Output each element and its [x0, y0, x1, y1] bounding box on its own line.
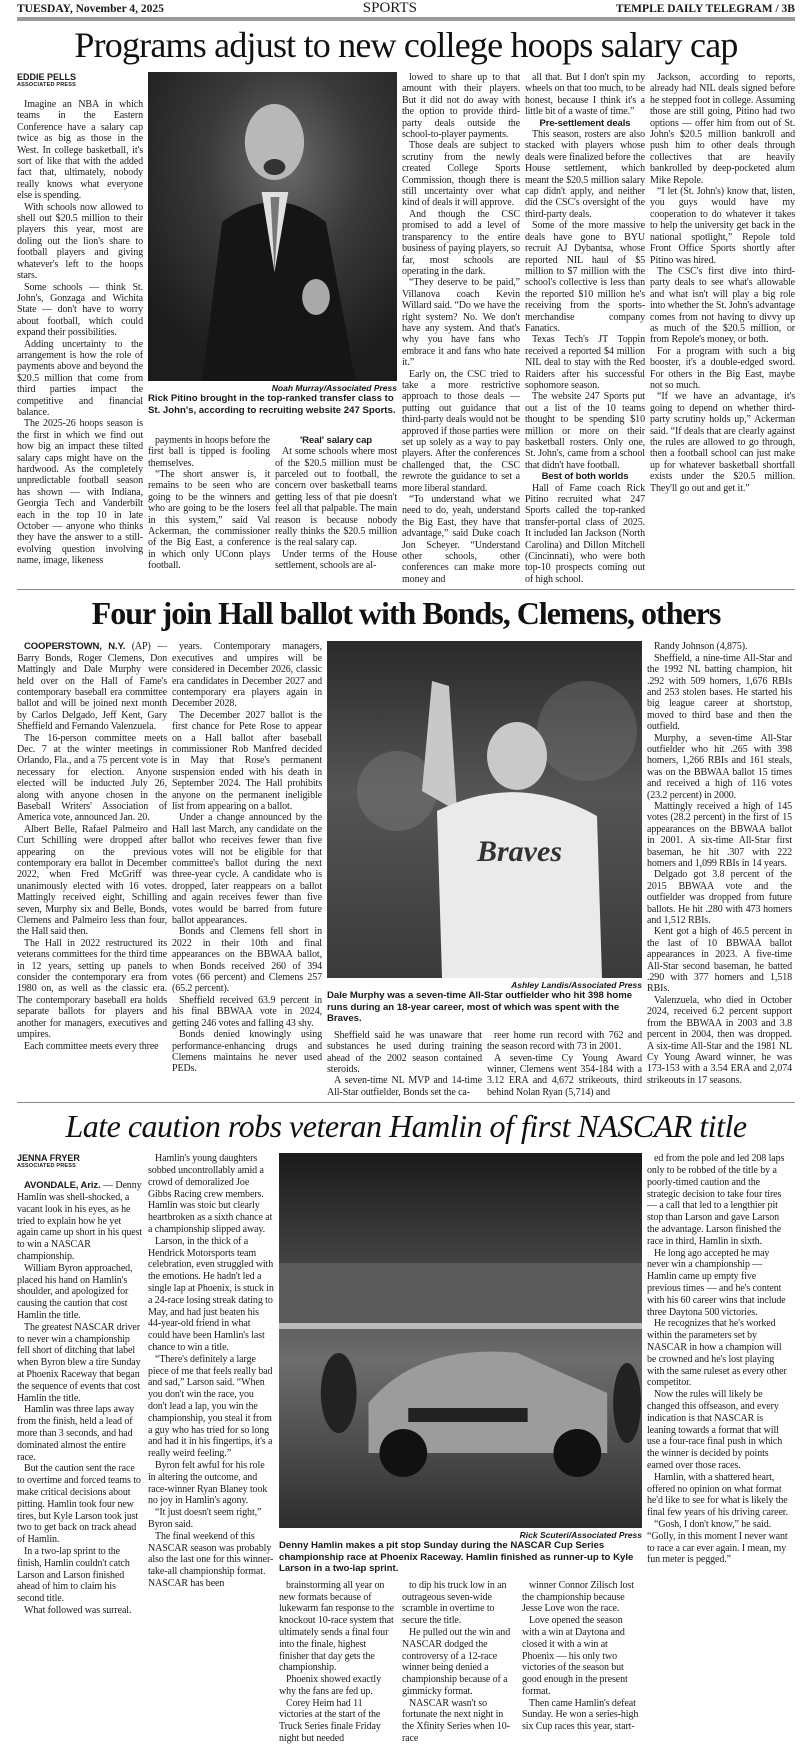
article-column — [17, 1153, 143, 1616]
jersey-text: Braves — [477, 835, 562, 869]
paragraph: ed from the pole and led 208 laps only to be robbed of the title by a poorly-timed caution and the strategic decision to take four tires — a call that led to a lengthier pit stop than Larson and gave Larson the advantage. Larson finished the race in third, Hamlin in sixth. — [647, 1153, 785, 1247]
paragraph: But the caution sent the race to overtime and forced teams to make critical decisions about pitting. Hamlin took four new tires, but Kyle Larson took just two to get back on track ahead of Hamlin. — [17, 1463, 141, 1546]
article-hamlin — [17, 1153, 795, 1745]
article-column — [647, 1153, 792, 1566]
paragraph: Albert Belle, Rafael Palmeiro and Curt Schilling were dropped after appearing on the previous contemporary era ballot in December 2022, when Fred McGriff was unanimously elected with 16 votes. Mattingly received eight, Schilling seven, Murphy six and Belle, Bonds, Clemens and Palmeiro less than four, the Hall said then. — [17, 823, 167, 938]
paragraph: Then came Hamlin's defeat Sunday. He won a series-high six Cup races this year, start- — [522, 1697, 639, 1733]
agency: ASSOCIATED PRESS — [17, 82, 77, 88]
paragraph: Randy Johnson (4,875). — [654, 641, 748, 653]
article-column — [17, 641, 167, 1052]
paragraph: Early on, the CSC tried to take a more restrictive approach to those deals — putting out guidance that third-party deals would not be approved if those parties were set up solely as a way to pay players. After the conferences challenged that, the CSC rewrote the guidance to set a more liberal standard. — [402, 368, 520, 494]
paragraph: The greatest NASCAR driver to never win a championship fell short of ditching that label when Byron blew a tire Sunday at Phoenix Raceway that began the sequence of events that cost Hamlin the title. — [17, 1321, 141, 1404]
dateline: AVONDALE, Ariz. — [24, 1180, 101, 1192]
article-column — [327, 1030, 482, 1098]
article-column — [402, 1580, 517, 1745]
paragraph: This season, rosters are also stacked with players whose deals were finalized before the House settlement, which meant the $20.5 million salary cap didn't apply, and neither did the CSC's oversight of the third-party deals. — [525, 129, 645, 220]
page-header — [17, 0, 795, 16]
paragraph: “They deserve to be paid,” Villanova coach Kevin Willard said. “Do we have the right system? No. We don't have any system. And that's why you have fans who embrace it and fans who hate it.” — [402, 277, 520, 369]
paragraph: Delgado got 3.8 percent of the 2015 BBWAA vote and the outfielder was dropped from future ballots. He hit .280 with 473 homers and 1,512 RBIs. — [647, 869, 792, 927]
paragraph: Jackson, according to reports, already had NIL deals signed before he stepped foot in college. Assuming those are still going, Pitino had two options — offer him from out of St. John's $20.5 million bankroll and push him to other deals through collectives that are heavily bankrolled by deep-pocketed alum Mike Repole. — [650, 72, 795, 186]
photo-hamlin-pit-stop — [279, 1153, 642, 1580]
author: EDDIE PELLS — [17, 72, 77, 82]
photo-rick-pitino — [148, 72, 397, 421]
article-column — [402, 72, 520, 585]
section-name: SPORTS — [362, 0, 417, 16]
headline-hamlin: Late caution robs veteran Hamlin of first NASCAR title — [65, 1108, 747, 1145]
article-column — [148, 1153, 274, 1589]
paragraph: What followed was surreal. — [24, 1604, 132, 1616]
article-salary-cap — [17, 72, 795, 585]
photo-caption: Rick Pitino brought in the top-ranked transfer class to St. John's, according to recruiting website 247 Sports. — [148, 393, 396, 416]
paragraph: Some schools — think St. John's, Gonzaga and Wichita State — don't have to worry about football, which could expand their possibilities. — [17, 281, 143, 339]
paragraph: In a two-lap sprint to the finish, Hamlin couldn't catch Larson and Larson finished ahead of him to claim his second title. — [17, 1545, 130, 1605]
paragraph: to dip his truck low in an outrageous seven-wide scramble in overtime to secure the title. — [402, 1579, 507, 1627]
paragraph: Bonds denied knowingly using performance-enhancing drugs and Clemens maintains he never used PEDs. — [172, 1029, 322, 1075]
paragraph: Some of the more massive deals have gone to BYU recruit AJ Dybantsa, whose reported NIL haul of $5 million to $7 million with the school's collective is less than the reported $10 million he's receiving from the sports-merchandise company Fanatics. — [525, 220, 645, 334]
article-paragraphs — [17, 733, 167, 1052]
paragraph: The website 247 Sports put out a list of the 10 teams thought to be spending $10 million or more on their basketball rosters. Only one, St. John's, came from a school that didn't have football. — [525, 391, 645, 471]
paragraph: NASCAR wasn't so fortunate the next night in the Xfinity Series when 10-race — [402, 1697, 510, 1745]
article-paragraphs — [17, 1263, 143, 1617]
paragraph: Hall of Fame coach Rick Pitino recruited what 247 Sports called the top-ranked transfer-portal class of 2025. It included Ian Jackson (North Carolina) and Dillon Mitchell (Cincinnati), who were both top-10 prospects coming out of high school. — [525, 482, 645, 585]
paragraph: Sheffield, a nine-time All-Star and the 1992 NL batting champion, hit .292 with 509 homers, 1,676 RBIs and 253 stolen bases. He started his big league career at shortstop, moved to third base and then the outfield. — [647, 652, 792, 733]
headline-hall-ballot: Four join Hall ballot with Bonds, Clemens, others — [91, 595, 721, 632]
paper-page: TEMPLE DAILY TELEGRAM / 3B — [615, 3, 795, 15]
paragraph: Under a change announced by the Hall last March, any candidate on the ballot who receives fewer than five votes will not be eligible for that committee's ballot during the next three-year cycle. A candidate who is dropped, later reappears on a ballot and again receives fewer than five votes would be barred from future ballot appearances. — [172, 812, 322, 927]
player-figure — [327, 641, 642, 978]
article-column — [279, 1580, 397, 1745]
paragraph: The 16-person committee meets Dec. 7 at the winter meetings in Orlando, Fla., and a 75 percent vote is necessary for election. Anyone elected will be inducted July 26, along with anyone chosen in the Baseball Writers' Association of America vote, announced Jan. 20. — [17, 732, 167, 824]
paragraph: The CSC's first dive into third-party deals to see what's allowable and what isn't will play a big role into whether the St. John's advantage comes from not having to divvy up as much of the $20.5 million, or from Repole's money, or both. — [650, 265, 795, 346]
photo-credit: Noah Murray/Associated Press — [271, 383, 397, 393]
subheading: 'Real' salary cap — [299, 434, 372, 446]
paragraph: Corey Heim had 11 victories at the start of the Truck Series finale Friday night but needed — [279, 1697, 381, 1745]
paragraph: (AP) — Barry Bonds, Roger Clemens, Don Mattingly and Dale Murphy were held over on the Hall of Fame's contemporary baseball era committee ballot and will be joined next month by Carlos Delgado, Jeff Kent, Gary Sheffield and Fernando Valenzuela. — [17, 641, 168, 733]
author: JENNA FRYER — [17, 1153, 80, 1164]
paragraph: And though the CSC promised to add a level of transparency to the entire business of paying players, so far, most schools are operating in the dark. — [402, 208, 520, 277]
coach-figure — [148, 72, 397, 381]
paragraph: Hamlin, with a shattered heart, offered no opinion on what format he'd like to see for what is likely the final few years of his driving career. — [647, 1471, 788, 1519]
paragraph: “There's definitely a large piece of me that feels really bad and sad,” Larson said. “When you don't win the race, you don't lead a lap, you win the championship, you steal it from a guy who has tried for so long and had it in his fingertips, it's a really weird feeling.” — [148, 1353, 273, 1460]
photo-credit: Ashley Landis/Associated Press — [511, 980, 642, 991]
paragraph: — Denny Hamlin was shell-shocked, a vacant look in his eyes, as he tried to explain how he yet again came up short in his quest to win a NASCAR championship. — [17, 1180, 143, 1262]
paragraph: “It just doesn't seem right,” Byron said. — [148, 1507, 262, 1530]
paragraph: The Hall in 2022 restructured its veterans committees for the third time in 12 years, setting up panels to consider the contemporary era from 1980 on, as well as the classic era. The contemporary baseball era holds separate ballots for players and another for managers, executives and umpires. — [17, 937, 167, 1041]
paragraph: payments in hoops before the first ball is tipped is fooling themselves. — [148, 434, 270, 469]
paragraph: Mattingly received a high of 145 votes (28.2 percent) in the first of 15 appearances on the BBWAA ballot in 2001. A six-time All-Star first baseman, he hit .307 with 222 homers and 1,099 RBIs in 14 years. — [647, 800, 792, 869]
paragraph: years. Contemporary managers, executives and umpires will be considered in December 2026, classic era candidates in December 2027 and contemporary era players again in December 2028. — [172, 641, 322, 710]
paragraph: Hamlin's young daughters sobbed uncontrollably amid a crowd of demoralized Joe Gibbs Racing crew members. Hamlin was stoic but clearly heartbroken as a sixth chance at a championship slipped away. — [148, 1153, 273, 1235]
paragraph: Larson, in the thick of a Hendrick Motorsports team celebration, even struggled with the emotions. He hadn't led a single lap at Phoenix, is stuck in a 24-race losing streak dating to May, and had just beaten his 44-year-old friend in what could have been Hamlin's last chance to win a title. — [148, 1235, 274, 1353]
paragraph: Sheffield received 63.9 percent in his final BBWAA vote in 2024, getting 246 votes and falling 43 shy. — [172, 994, 322, 1029]
paragraph: He recognizes that he's worked within the parameters set by NASCAR in how a champion will be crowned and he's lost playing with the same ruleset as every other competitor. — [647, 1318, 787, 1389]
subheading: Pre-settlement deals — [539, 117, 631, 129]
paragraph: lowed to share up to that amount with their players. But it did not do away with the option to provide third-party deals outside the school-to-player payments. — [402, 72, 520, 141]
paragraph: Each committee meets every three — [24, 1040, 159, 1052]
paragraph: Murphy, a seven-time All-Star outfielder who hit .265 with 398 homers, 1,266 RBIs and 161 steals, was on the BBWAA ballot 15 times and received a high of 116 votes (23.2 percent) in 2000. — [647, 732, 792, 801]
article-column — [172, 641, 322, 1074]
race-car-figure — [279, 1153, 642, 1528]
photo-caption: Denny Hamlin makes a pit stop Sunday during the NASCAR Cup Series championship race at Phoenix Raceway. Hamlin finished as runner-up to Kyle Larson in a two-lap sprint. — [279, 1540, 634, 1575]
article-column — [487, 1030, 642, 1098]
article-column — [522, 1580, 642, 1733]
header-rule — [17, 17, 795, 21]
article-paragraphs — [17, 1180, 143, 1616]
article-column — [525, 72, 645, 585]
paragraph: Texas Tech's JT Toppin received a reported $4 million NIL deal to stay with the Red Raiders after his successful sophomore season. — [525, 334, 645, 391]
divider — [17, 1102, 795, 1103]
paragraph: Love opened the season with a win at Daytona and closed it with a win at Phoenix — his only two victories of the season but good enough in the present format. — [522, 1615, 628, 1697]
subheading: Best of both worlds — [541, 471, 629, 483]
paragraph: Bonds and Clemens fell short in 2022 in their 10th and final appearances on the BBWAA ballot, when Bonds received 260 of 394 votes (66 percent) and Clemens 257 (65.2 percent). — [172, 926, 322, 995]
paragraph: winner Connor Zilisch lost the championship because Jesse Love won the race. — [522, 1579, 634, 1615]
paragraph: “The short answer is, it remains to be seen who are going to be the winners and who are going to be the losers in this system,” said Val Ackerman, the commissioner of the Big East, a conference in which only UConn plays football. — [148, 468, 270, 572]
paragraph: “I let (St. John's) know that, listen, you guys would have my cooperation to do whatever it takes to help the university get back in the national spotlight,” Repole told Front Office Sports shortly after Pitino was hired. — [650, 186, 795, 266]
article-column — [275, 435, 397, 572]
paragraph: A seven-time NL MVP and 14-time All-Star outfielder, Bonds set the ca- — [327, 1075, 482, 1098]
paragraph: The December 2027 ballot is the first chance for Pete Rose to appear on a Hall ballot after baseball commissioner Rob Manfred decided in May that Rose's permanent suspension ended with his death in September 2024. The Hall prohibits anyone on the permanent ineligible list from appearing on a ballot. — [172, 709, 322, 812]
paragraph: Imagine an NBA in which teams in the Eastern Conference have a salary cap twice as big as those in the West. In college basketball, it's sort of like that with the added fact that, ultimately, nobody really knows what everyone else is spending. — [17, 99, 143, 202]
paragraph: Hamlin was three laps away from the finish, held a lead of more than 3 seconds, and had dominated almost the entire race. — [17, 1404, 135, 1463]
paragraph: He long ago accepted he may never win a championship — Hamlin came up empty five previous times — and he's content with his 60 career wins that include three Daytona 500 victories. — [647, 1247, 786, 1318]
paragraph: “Gosh, I don't know,” he said. “Golly, in this moment I never want to race a car ever again. I mean, my fun meter is pegged.” — [647, 1518, 788, 1566]
paragraph: “To understand what we need to do, yeah, understand the Big East, they have that advantage,” said Duke coach Jon Scheyer. “Understand other schools, other conferences can make more money and — [402, 494, 520, 585]
paragraph: reer home run record with 762 and the season record with 73 in 2001. — [487, 1029, 642, 1053]
photo-dale-murphy — [327, 641, 642, 1030]
photo-credit: Rick Scuteri/Associated Press — [519, 1530, 642, 1541]
article-column — [17, 72, 143, 567]
paragraph: “If we have an advantage, it's going to depend on whether third-party scrutiny holds up,” Ackerman said. “If deals that are clearly against the rules are allowed to go through, then a football school can just make up for whatever basketball shortfall exists under the $20.5 million. They'll go out and get it.” — [650, 391, 795, 494]
issue-date: TUESDAY, November 4, 2025 — [17, 3, 164, 15]
paragraph: Kent got a high of 46.5 percent in the last of 10 BBWAA ballot appearances in 2023. A five-time All-Star second baseman, he batted .290 with 377 homers and 1,518 RBIs. — [647, 926, 792, 995]
paragraph: Sheffield said he was unaware that substances he used during training ahead of the 2002 season contained steroids. — [327, 1029, 482, 1075]
paragraph: The 2025-26 hoops season is the first in which we find out how big an impact these tilted salary caps might have on the hardwood. As the completely unpredictable football season has shown — with Indiana, Georgia Tech and Vanderbilt each in the top 10 in late October — anyone who thinks they have the answer to a still-evolving question involving name, image, likeness — [17, 418, 143, 567]
paragraph: A seven-time Cy Young Award winner, Clemens went 354-184 with a 3.12 ERA and 4,672 strikeouts, third behind Nolan Ryan (5,714) and — [487, 1052, 642, 1098]
headline-salary-cap: Programs adjust to new college hoops salary cap — [74, 25, 738, 65]
paragraph: Byron felt awful for his role in altering the outcome, and race-winner Ryan Blaney took no joy in Hamlin's agony. — [148, 1459, 268, 1507]
paragraph: For a program with such a big booster, it's a double-edged sword. For others in the Big East, maybe not so much. — [650, 345, 795, 391]
paragraph: Phoenix showed exactly why the fans are fed up. — [279, 1674, 382, 1697]
paragraph: Adding uncertainty to the arrangement is how the role of payments above and beyond the $20.5 million that come from third parties impact the competitive and financial balance. — [17, 338, 143, 418]
paragraph: With schools now allowed to shell out $20.5 million to their players this year, most are doling out the lion's share to football players and giving whatever's left to the hoops stars. — [17, 201, 143, 282]
divider — [17, 589, 795, 590]
article-column — [650, 72, 795, 494]
article-paragraphs — [17, 99, 143, 567]
paragraph: The final weekend of this NASCAR season was probably also the last one for this winner-take-all championship format. NASCAR has been — [148, 1530, 274, 1589]
photo-caption: Dale Murphy was a seven-time All-Star outfielder who hit 398 home runs during an 18-year career, most of which was spent with the Braves. — [327, 990, 633, 1025]
paragraph: Under terms of the House settlement, schools are al- — [275, 548, 397, 572]
agency: ASSOCIATED PRESS — [17, 1163, 77, 1170]
article-column — [647, 641, 792, 1086]
paragraph: Those deals are subject to scrutiny from the newly created College Sports Commission, though there is still uncertainty over what kind of deals it will approve. — [402, 140, 520, 209]
paragraph: all that. But I don't spin my wheels on that too much, to be honest, because I think it's a little bit of a waste of time.” — [525, 72, 645, 118]
paragraph: William Byron approached, placed his hand on Hamlin's shoulder, and apologized for causing the caution that cost Hamlin the title. — [17, 1262, 133, 1321]
paragraph: brainstorming all year on new formats because of lukewarm fan response to the knockout 10-race system that ultimately sends a final four into the finale, highest finisher that day gets the championship. — [279, 1579, 394, 1674]
dateline: COOPERSTOWN, N.Y. — [24, 641, 126, 653]
article-hall-ballot — [17, 641, 795, 1098]
paragraph: Now the rules will likely be changed this offseason, and every indication is that NASCAR is leaning towards a format that will use a four-race final push in which the winner is decided by points earned over those races. — [647, 1389, 783, 1471]
paragraph: At some schools where most of the $20.5 million must be parceled out to football, the concern over basketball teams getting less of that pie doesn't feel all that palpable. The main reason is because nobody really thinks the $20.5 million is the real salary cap. — [275, 446, 397, 549]
paragraph: Valenzuela, who died in October 2024, received 6.2 percent support from the BBWAA in 2003 and 3.8 percent in 2004, then was dropped. A six-time All-Star and the 1981 NL Cy Young Award winner, he was 173-153 with a 3.54 ERA and 2,074 strikeouts in 17 seasons. — [647, 994, 792, 1086]
paragraph: He pulled out the win and NASCAR dodged the controversy of a 12-race winner being denied a championship because of a gimmicky format. — [402, 1626, 511, 1697]
article-column — [148, 435, 270, 572]
